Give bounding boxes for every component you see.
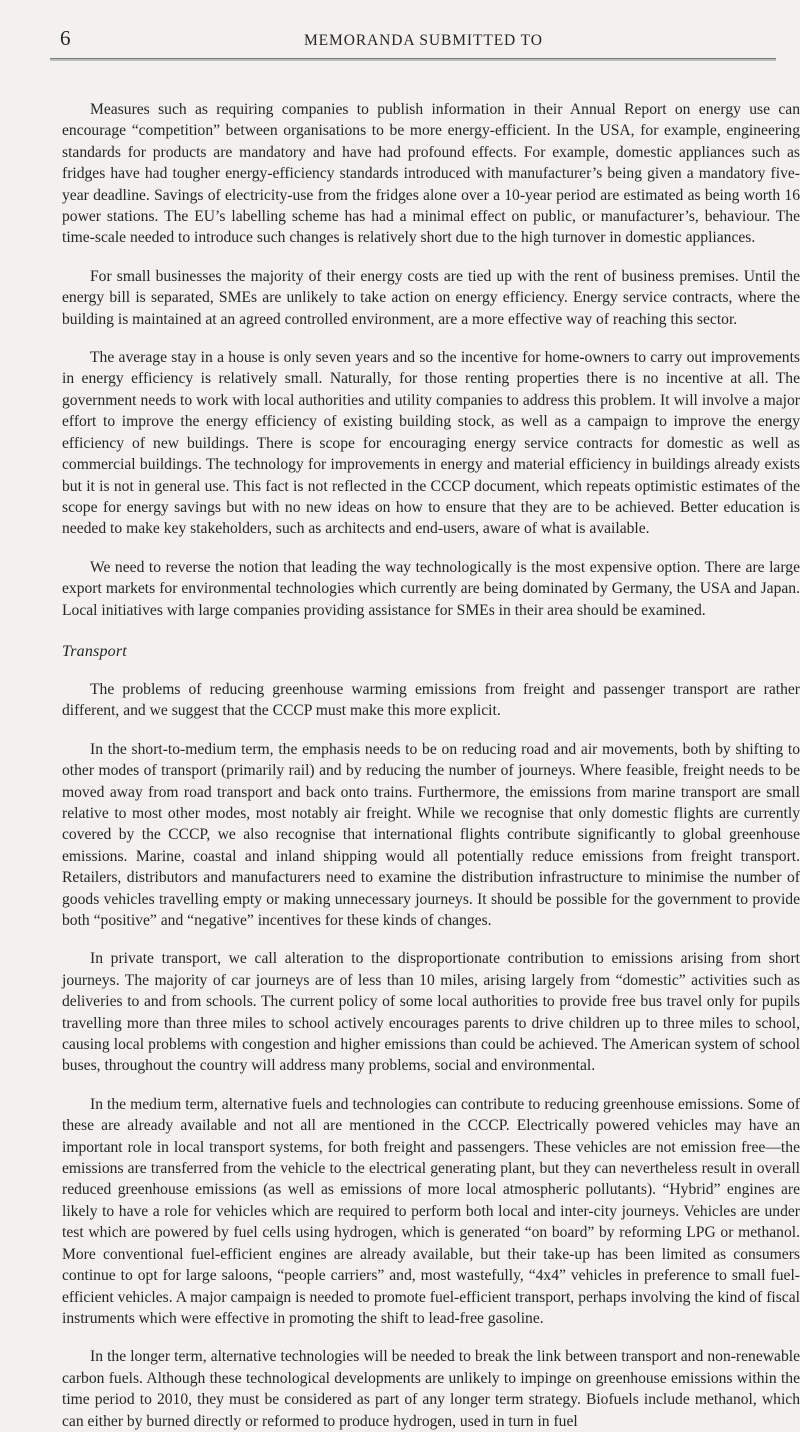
paragraph-export-markets: We need to reverse the notion that leading the way technologically is the most expensive option. There are large export markets for environmental technologies which currently are being dominated by Germany, the USA and Japan. Local initiatives with large companies providing assistance for SMEs in their area should be examined. — [62, 558, 800, 619]
body-text — [62, 99, 800, 1432]
paragraph-small-businesses: For small businesses the majority of their energy costs are tied up with the rent of business premises. Until the energy bill is separated, SMEs are unlikely to take action on energy efficiency. Energy service contracts, where the building is maintained at an agreed controlled environment, are a more effective way of reaching this sector. — [62, 267, 800, 328]
paragraph-appliance-standards: Measures such as requiring companies to publish information in their Annual Report on energy use can encourage “competition” between organisations to be more energy-efficient. In the USA, for example, engineering standards for products are mandatory and have had profound effects. For example, domestic appliances such as fridges have had tougher energy-efficiency standards introduced with manufacturer’s being given a mandatory five-year deadline. Savings of electricity-use from the fridges alone over a 10-year period are estimated as being worth 16 power stations. The EU’s labelling scheme has had a minimal effect on public, or manufacturer’s, behaviour. The time-scale needed to introduce such changes is relatively short due to the high turnover in domestic appliances. — [62, 101, 800, 247]
paragraph-longer-term: In the longer term, alternative technologies will be needed to break the link between transport and non-renewable carbon fuels. Although these technological developments are unlikely to impinge on greenhouse emissions within the time period to 2010, they must be considered as part of any longer term strategy. Biofuels include methanol, which can either by burned directly or reformed to produce hydrogen, used in turn in fuel — [62, 1348, 800, 1430]
paragraph-transport-intro: The problems of reducing greenhouse warming emissions from freight and passenger transport are rather different, and we suggest that the CCCP must make this more explicit. — [62, 680, 800, 720]
page-header — [50, 26, 776, 59]
section-heading-transport: Transport — [62, 642, 127, 660]
paragraph-short-medium-term: In the short-to-medium term, the emphasis needs to be on reducing road and air movements, both by shifting to other modes of transport (primarily rail) and by reducing the number of journeys. Where feasible, freight needs to be moved away from road transport and back onto trains. Furthermore, the emissions from marine transport are small relative to most other modes, most notably air freight. While we recognise that only domestic flights are currently covered by the CCCP, we also recognise that international flights contribute significantly to global greenhouse emissions. Marine, coastal and inland shipping would all potentially reduce emissions from freight transport. Retailers, distributors and manufacturers need to examine the distribution infrastructure to minimise the number of goods vehicles travelling empty or making unnecessary journeys. It should be possible for the government to provide both “positive” and “negative” incentives for these kinds of changes. — [62, 740, 800, 929]
running-head: MEMORANDA SUBMITTED TO — [304, 32, 543, 49]
page-number: 6 — [60, 26, 71, 50]
paragraph-medium-term-fuels: In the medium term, alternative fuels and technologies can contribute to reducing greenhouse emissions. Some of these are already available and not all are mentioned in the CCCP. Electrically powered vehicles may have an important role in local transport systems, for both freight and passengers. These vehicles are not emission free—the emissions are transferred from the vehicle to the electrical generating plant, but they can nevertheless result in overall reduced greenhouse emissions (as well as emissions of more local atmospheric pollutants). “Hybrid” engines are likely to have a role for vehicles which are required to perform both local and inter-city journeys. Vehicles are under test which are powered by fuel cells using hydrogen, which is generated “on board” by reforming LPG or methanol. More conventional fuel-efficient engines are already available, but their take-up has been limited as consumers continue to opt for large saloons, “people carriers” and, most wastefully, “4x4” vehicles in preference to small fuel-efficient vehicles. A major campaign is needed to promote fuel-efficient transport, perhaps involving the kind of fiscal instruments which were effective in promoting the shift to lead-free gasoline. — [62, 1095, 800, 1327]
paragraph-private-transport: In private transport, we call alteration to the disproportionate contribution to emissions arising from short journeys. The majority of car journeys are of less than 10 miles, arising largely from “domestic” activities such as deliveries to and from schools. The current policy of some local authorities to provide free bus travel only for pupils travelling more than three miles to school actively encourages parents to drive children up to three miles to school, causing local problems with congestion and higher emissions than could be achieved. The American system of school buses, throughout the country will address many problems, social and environmental. — [62, 950, 800, 1075]
paragraph-housing: The average stay in a house is only seven years and so the incentive for home-owners to carry out improvements in energy efficiency is relatively small. Naturally, for those renting properties there is no incentive at all. The government needs to work with local authorities and utility companies to address this problem. It will involve a major effort to improve the energy efficiency of existing building stock, as well as a campaign to improve the energy efficiency of new buildings. There is scope for encouraging energy service contracts for domestic as well as commercial buildings. The technology for improvements in energy and material efficiency in buildings already exists but it is not in general use. This fact is not reflected in the CCCP document, which repeats optimistic estimates of the scope for energy savings but with no new ideas on how to ensure that they are to be achieved. Better education is needed to make key stakeholders, such as architects and end-users, aware of what is available. — [62, 349, 800, 538]
